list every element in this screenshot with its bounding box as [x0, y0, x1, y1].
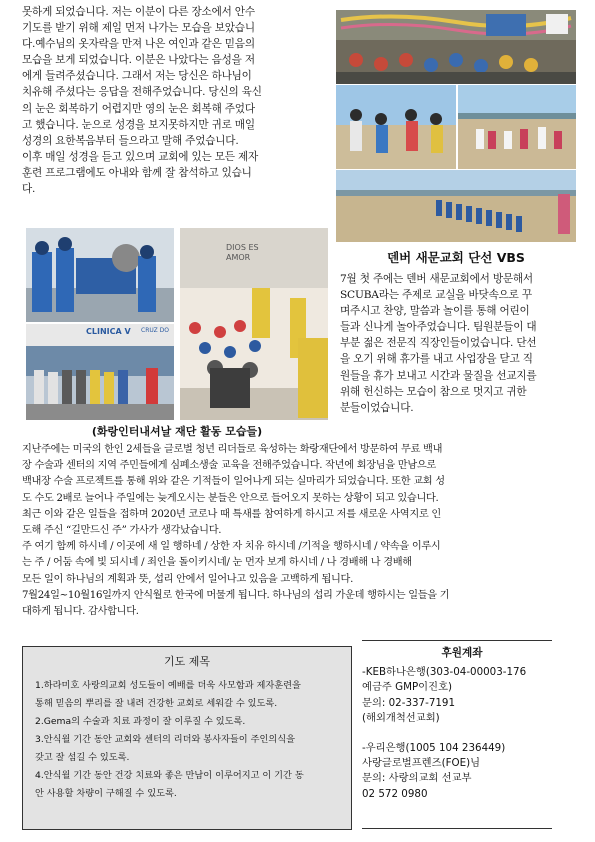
photo-caption: (화랑인터내셔날 재단 활동 모습들) — [91, 425, 263, 438]
prayer-title: 기도 제목 — [163, 655, 210, 668]
clinic-sign-text: CLINICA V — [86, 327, 131, 336]
prayer-item: 통해 믿음의 뿌리를 잘 내려 건강한 교회로 세워갈 수 있도록. — [35, 698, 278, 709]
text-line: 주 여기 함께 하시네 / 이곳에 새 일 행하네 / 상한 자 치유 하시네 /기적을 행하시네 / 약속을 이루시 — [22, 541, 441, 553]
clinic-sign-text-2: CRUZ DO — [141, 327, 170, 334]
text-line: 훈련 프로그램에도 아내와 함께 잘 참석하고 있습니 — [22, 166, 252, 179]
support-line: (해외개척선교회) — [362, 711, 440, 724]
text-line: 다. — [22, 183, 36, 196]
support-line: -우리은행(1005 104 236449) — [362, 742, 506, 755]
text-line: 7월24일~10월16일까지 안식월로 한국에 머물게 됩니다. 하나님의 섭리 가운데 행하시는 일들을 기 — [22, 589, 450, 601]
prayer-item: 3.안식월 기간 동안 교회와 센터의 리더와 봉사자들이 주인의식을 — [35, 734, 295, 745]
support-line: -KEB하나은행(303-04-00003-176 — [362, 666, 527, 679]
text-line: 대하게 됩니다. 감사합니다. — [22, 606, 139, 618]
prayer-item: 안 사용할 차량이 구해질 수 있도록. — [35, 788, 177, 799]
main-paragraph — [22, 442, 578, 620]
text-line: 지난주에는 미국의 한인 2세들을 글로벌 청년 리더들로 육성하는 화랑재단에서 방문하여 무료 백내 — [22, 444, 443, 455]
text-line: 는 주 / 어둠 속에 빛 되시네 / 죄인을 돌이키시네/ 눈 먼자 보게 하시네 / 나 경배해 나 경배해 — [22, 557, 412, 569]
church-banner-text: DIOS ES AMOR — [226, 243, 259, 262]
vbs-photo-beach-kids — [458, 85, 576, 169]
prayer-box — [22, 646, 352, 830]
support-line: 02 572 0980 — [362, 787, 428, 800]
text-line: 부분 젊은 전문직 직장인들이었습니다. 단선 — [340, 337, 537, 350]
prayer-item: 4.안식월 기간 동안 건강 치료와 좋은 만남이 이루어지고 이 기간 동 — [35, 770, 304, 781]
text-line: 치유해 주셨다는 응답을 전해주었습니다. 당신의 육신 — [22, 86, 262, 99]
text-line: 장 수술과 센터의 지역 주민들에게 심폐소생술 교육을 전해주었습니다. 작년에 회장님을 만남으로 — [22, 460, 436, 472]
text-line: 7월 첫 주에는 덴버 새문교회에서 방문해서 — [340, 273, 533, 285]
support-title: 후원계좌 — [441, 647, 483, 659]
church-event-photo — [180, 228, 328, 420]
vbs-title: 덴버 새문교회 단선 VBS — [387, 250, 525, 265]
support-line: 사랑글로벌프렌즈(FOE)님 — [362, 757, 481, 770]
text-line: SCUBA라는 주제로 교실을 바닷속으로 꾸 — [340, 289, 532, 302]
prayer-list — [23, 677, 351, 802]
support-bottom-rule — [362, 828, 552, 829]
text-line: 고 했습니다. 눈으로 성경을 보지못하지만 귀로 매일 — [22, 118, 255, 131]
prayer-item: 2.Gema의 수술과 치료 과정이 잘 이루질 수 있도록. — [35, 716, 246, 727]
text-line: 분들이었습니다. — [340, 401, 414, 414]
clinic-photo — [26, 324, 174, 420]
text-line: 못하게 되었습니다. 저는 이분이 다른 장소에서 안수 — [22, 6, 255, 18]
surgery-photo — [26, 228, 174, 322]
text-line: 원들을 휴가 보내고 시간과 물질을 선교지를 — [340, 369, 537, 382]
text-line: 에게 들려주셨습니다. 그래서 저는 당신은 하나님이 — [22, 70, 252, 83]
support-top-rule — [362, 640, 552, 641]
text-line: 다.예수님의 옷자락을 만져 나은 여인과 같은 믿음의 — [22, 38, 255, 51]
text-line: 모습을 보게 되었습니다. 이분은 나았다는 음성을 저 — [22, 54, 255, 67]
text-line: 최근 이와 같은 일들을 접하며 2020년 코로나 때 특새를 참여하게 하시고 저를 새로운 사역지로 인 — [22, 508, 441, 520]
support-line — [362, 726, 562, 741]
text-line: 을 오기 위해 휴가를 내고 사업장을 닫고 직 — [340, 353, 533, 366]
vbs-paragraph — [340, 271, 580, 416]
text-line: 들과 신나게 놀아주었습니다. 팀원분들이 대 — [340, 321, 537, 334]
text-line: 위해 헌신하는 모습이 참으로 멋지고 귀한 — [340, 385, 527, 398]
vbs-photo-beach-line — [336, 170, 576, 242]
text-line: 백내장 수술 프로젝트를 통해 위와 같은 기적들이 일어나게 되는 실마리가 되었습니다. 또한 교회 성 — [22, 476, 445, 488]
support-line: 문의: 사랑의교회 선교부 — [362, 772, 472, 785]
text-line: 성경의 요한복음부터 들으라고 말해 주었습니다. — [22, 134, 239, 147]
top-paragraph — [22, 4, 332, 197]
vbs-photo-classroom — [336, 10, 576, 84]
support-line: 예금주 GMP이진호) — [362, 681, 453, 694]
prayer-item: 1.하라미호 사랑의교회 성도들이 예배를 더욱 사모함과 제자훈련을 — [35, 680, 301, 691]
support-accounts — [362, 646, 562, 802]
support-line: 문의: 02-337-7191 — [362, 696, 456, 709]
text-line: 모든 일이 하나님의 계획과 뜻, 섭리 안에서 일어나고 있음을 고백하게 됩니다. — [22, 573, 354, 585]
text-line: 의 눈은 회복하기 어렵지만 영의 눈은 회복해 주었다 — [22, 102, 255, 115]
text-line: 이후 매일 성경을 듣고 있으며 교회에 있는 모든 제자 — [22, 150, 259, 163]
prayer-item: 갖고 잘 섬길 수 있도록. — [35, 752, 130, 763]
text-line: 도해 주신 “길만드신 주” 가사가 생각났습니다. — [22, 525, 222, 537]
text-line: 도 수도 2배로 늘어나 주일에는 늦게오시는 분들은 안으로 들어오지 못하는 상황이 되고 있습니다. — [22, 492, 439, 504]
vbs-photo-beach-group — [336, 85, 456, 169]
text-line: 기도를 받기 위해 제일 먼저 나가는 모습을 보았습니 — [22, 22, 255, 35]
text-line: 며주시고 찬양, 말씀과 놀이를 통해 어린이 — [340, 305, 530, 318]
